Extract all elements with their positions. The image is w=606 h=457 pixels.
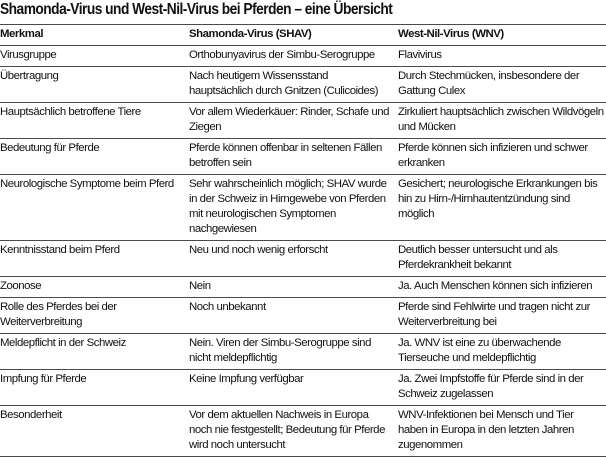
row-label: Neurologische Symptome beim Pferd	[0, 175, 186, 241]
wnv-cell: Zirkuliert hauptsächlich zwischen Wildvögeln und Mücken	[395, 103, 606, 139]
table-row	[0, 103, 606, 139]
shav-cell: Nach heutigem Wissensstand hauptsächlich durch Gnitzen (Culicoides)	[186, 67, 395, 103]
row-label: Bedeutung für Pferde	[0, 139, 186, 175]
wnv-cell: WNV-Infektionen bei Mensch und Tier haben in Europa in den letzten Jahren zugenommen	[395, 406, 606, 457]
wnv-cell: Pferde sind Fehlwirte und tragen nicht zur Weiterverbreitung bei	[395, 298, 606, 334]
wnv-cell: Deutlich besser untersucht und als Pferdekrankheit bekannt	[395, 241, 606, 277]
shav-cell: Vor dem aktuellen Nachweis in Europa noch nie festgestellt; Bedeutung für Pferde wird noch untersucht	[186, 406, 395, 457]
wnv-cell: Ja. Auch Menschen können sich infizieren	[395, 277, 606, 298]
row-label: Besonderheit	[0, 406, 186, 457]
shav-cell: Keine Impfung verfügbar	[186, 370, 395, 406]
wnv-cell: Durch Stechmücken, insbesondere der Gattung Culex	[395, 67, 606, 103]
shav-cell: Sehr wahrscheinlich möglich; SHAV wurde in der Schweiz in Hirngewebe von Pferden mit neurologischen Symptomen nachgewiesen	[186, 175, 395, 241]
shav-cell: Nein. Viren der Simbu-Serogruppe sind nicht meldepflichtig	[186, 334, 395, 370]
header-merkmal: Merkmal	[0, 25, 186, 46]
row-label: Zoonose	[0, 277, 186, 298]
row-label: Kenntnisstand beim Pferd	[0, 241, 186, 277]
shav-cell: Vor allem Wiederkäuer: Rinder, Schafe und Ziegen	[186, 103, 395, 139]
wnv-cell: Ja. Zwei Impfstoffe für Pferde sind in der Schweiz zugelassen	[395, 370, 606, 406]
wnv-cell: Ja. WNV ist eine zu überwachende Tierseuche und meldepflichtig	[395, 334, 606, 370]
table-row	[0, 241, 606, 277]
row-label: Hauptsächlich betroffene Tiere	[0, 103, 186, 139]
table-row	[0, 67, 606, 103]
row-label: Virusgruppe	[0, 46, 186, 67]
header-wnv: West-Nil-Virus (WNV)	[395, 25, 606, 46]
table-row	[0, 277, 606, 298]
wnv-cell: Flavivirus	[395, 46, 606, 67]
table-row	[0, 406, 606, 457]
table-header-row	[0, 25, 606, 46]
table-row	[0, 46, 606, 67]
table-row	[0, 175, 606, 241]
shav-cell: Pferde können offenbar in seltenen Fällen betroffen sein	[186, 139, 395, 175]
row-label: Meldepflicht in der Schweiz	[0, 334, 186, 370]
row-label: Impfung für Pferde	[0, 370, 186, 406]
shav-cell: Neu und noch wenig erforscht	[186, 241, 395, 277]
wnv-cell: Gesichert; neurologische Erkrankungen bis hin zu Hirn-/Hirnhautentzündung sind möglich	[395, 175, 606, 241]
wnv-cell: Pferde können sich infizieren und schwer erkranken	[395, 139, 606, 175]
shav-cell: Noch unbekannt	[186, 298, 395, 334]
shav-cell: Nein	[186, 277, 395, 298]
table-row	[0, 334, 606, 370]
table-row	[0, 370, 606, 406]
comparison-table	[0, 24, 606, 457]
header-shav: Shamonda-Virus (SHAV)	[186, 25, 395, 46]
row-label: Übertragung	[0, 67, 186, 103]
shav-cell: Orthobunyavirus der Simbu-Serogruppe	[186, 46, 395, 67]
table-row	[0, 298, 606, 334]
page-title: Shamonda-Virus und West-Nil-Virus bei Pferden – eine Übersicht	[0, 1, 393, 18]
row-label: Rolle des Pferdes bei der Weiterverbreitung	[0, 298, 186, 334]
table-row	[0, 139, 606, 175]
